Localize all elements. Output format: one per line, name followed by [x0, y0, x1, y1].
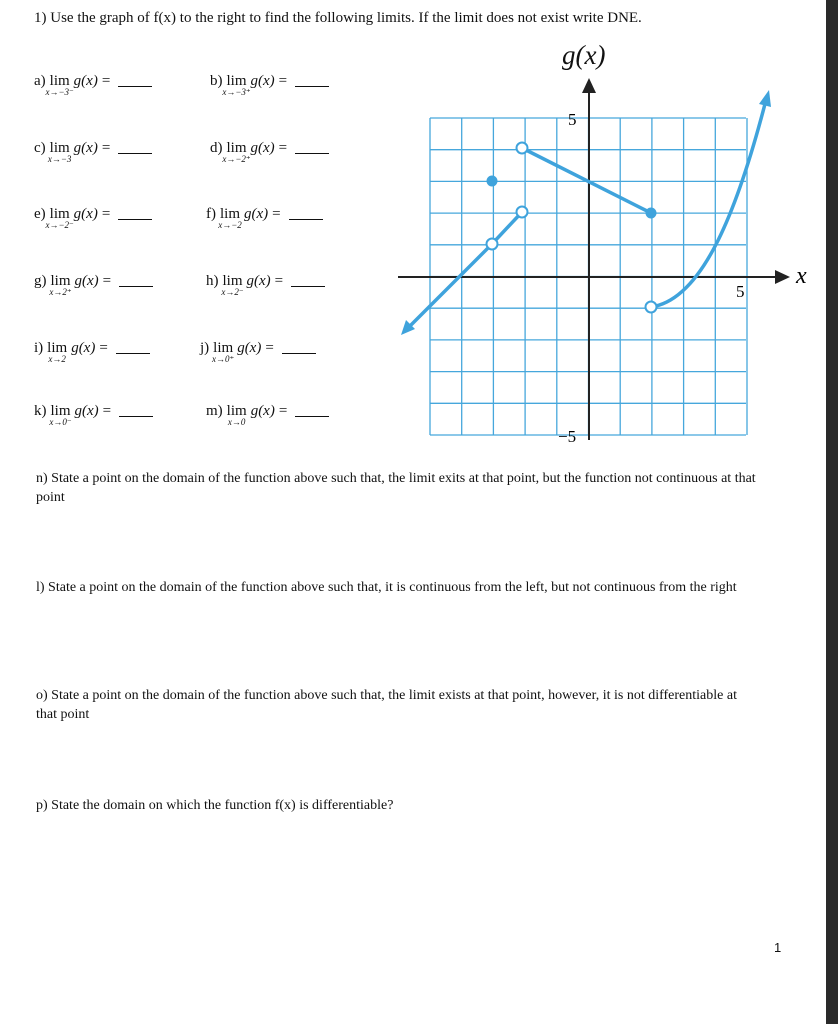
lim-word: lim	[50, 273, 71, 289]
limit-label: g)	[34, 273, 47, 289]
open-point-neg3-neg1	[487, 239, 498, 250]
limit-approach: x→−3	[47, 154, 72, 164]
left-segment	[492, 212, 522, 244]
equals-sign: =	[278, 73, 288, 89]
equals-sign: =	[272, 206, 281, 222]
limit-label: h)	[206, 273, 219, 289]
open-point-neg2-4	[517, 143, 528, 154]
lim-word: lim	[222, 273, 243, 289]
function-name: g(x)	[250, 73, 275, 89]
lim-word: lim	[49, 73, 70, 89]
page-number: 1	[774, 940, 782, 955]
equals-sign: =	[274, 273, 284, 289]
equals-sign: =	[101, 73, 111, 89]
lim-word: lim	[226, 140, 247, 156]
lim-word: lim	[49, 140, 70, 156]
y-tick-neg5: −5	[558, 427, 577, 446]
limit-approach: x→2⁻	[221, 287, 244, 297]
right-curve-arrow	[759, 90, 771, 107]
equals-sign: =	[102, 273, 112, 289]
limit-approach: x→2⁺	[49, 287, 72, 297]
lim-word: lim	[220, 206, 241, 222]
function-name: g(x)	[250, 403, 275, 419]
limit-label: j)	[200, 340, 210, 356]
equals-sign: =	[101, 140, 111, 156]
lim-word: lim	[49, 206, 70, 222]
equals-sign: =	[102, 403, 112, 419]
middle-segment	[522, 148, 651, 213]
limit-label: c)	[34, 140, 46, 156]
limit-approach: x→0⁺	[212, 354, 235, 364]
lim-word: lim	[47, 340, 68, 356]
function-name: g(x)	[73, 73, 98, 89]
limit-label: f)	[206, 206, 216, 222]
equals-sign: =	[99, 340, 108, 356]
open-point-2-neg1	[646, 302, 657, 313]
limit-approach: x→−2⁺	[222, 154, 251, 164]
question-o: o) State a point on the domain of the function above such that, the limit exists at that point, however, it is not differentiable at that point	[36, 688, 737, 722]
limit-approach: x→0⁻	[49, 417, 72, 427]
window-edge	[826, 0, 838, 1024]
function-graph	[0, 0, 826, 470]
x-tick-5: 5	[736, 282, 745, 301]
equals-sign: =	[265, 340, 274, 356]
equals-sign: =	[101, 206, 111, 222]
closed-point-neg3-3	[487, 176, 498, 187]
function-name: g(x)	[237, 340, 262, 356]
limit-approach: x→2	[48, 354, 66, 364]
equals-sign: =	[278, 403, 288, 419]
problem-heading: 1) Use the graph of f(x) to the right to find the following limits. If the limit does not exist write DNE.	[34, 10, 642, 26]
function-name: g(x)	[74, 273, 99, 289]
limit-approach: x→−3⁻	[45, 87, 74, 97]
function-name: g(x)	[244, 206, 269, 222]
lim-word: lim	[50, 403, 71, 419]
equals-sign: =	[278, 140, 288, 156]
limit-label: b)	[210, 73, 223, 89]
function-name: g(x)	[74, 403, 99, 419]
limit-approach: x→0	[227, 417, 246, 427]
limit-label: i)	[34, 340, 44, 356]
limit-label: k)	[34, 403, 47, 419]
function-name: g(x)	[246, 273, 271, 289]
question-l: l) State a point on the domain of the function above such that, it is continuous from the left, but not continuous from the right	[36, 580, 737, 595]
question-p: p) State the domain on which the function f(x) is differentiable?	[36, 798, 394, 813]
limit-approach: x→−3⁺	[222, 87, 251, 97]
limit-approach: x→−2⁻	[45, 220, 74, 230]
y-axis-arrow	[582, 78, 596, 93]
limit-label: e)	[34, 206, 46, 222]
graph-title: g(x)	[562, 40, 606, 70]
limit-label: d)	[210, 140, 223, 156]
function-name: g(x)	[73, 206, 98, 222]
limit-approach: x→−2	[218, 220, 242, 230]
left-ray	[410, 244, 492, 326]
function-name: g(x)	[250, 140, 275, 156]
limit-label: a)	[34, 73, 46, 89]
lim-word: lim	[213, 340, 234, 356]
closed-point-2-2	[646, 208, 657, 219]
function-name: g(x)	[71, 340, 96, 356]
limit-label: m)	[206, 403, 223, 419]
function-name: g(x)	[73, 140, 98, 156]
lim-word: lim	[226, 403, 247, 419]
x-axis-arrow	[775, 270, 790, 284]
open-point-neg2-1	[517, 207, 528, 218]
x-axis-label: x	[796, 263, 807, 289]
lim-word: lim	[226, 73, 247, 89]
question-n: n) State a point on the domain of the function above such that, the limit exits at that point, but the function not continuous at that point	[36, 471, 756, 505]
y-tick-5: 5	[568, 110, 577, 129]
